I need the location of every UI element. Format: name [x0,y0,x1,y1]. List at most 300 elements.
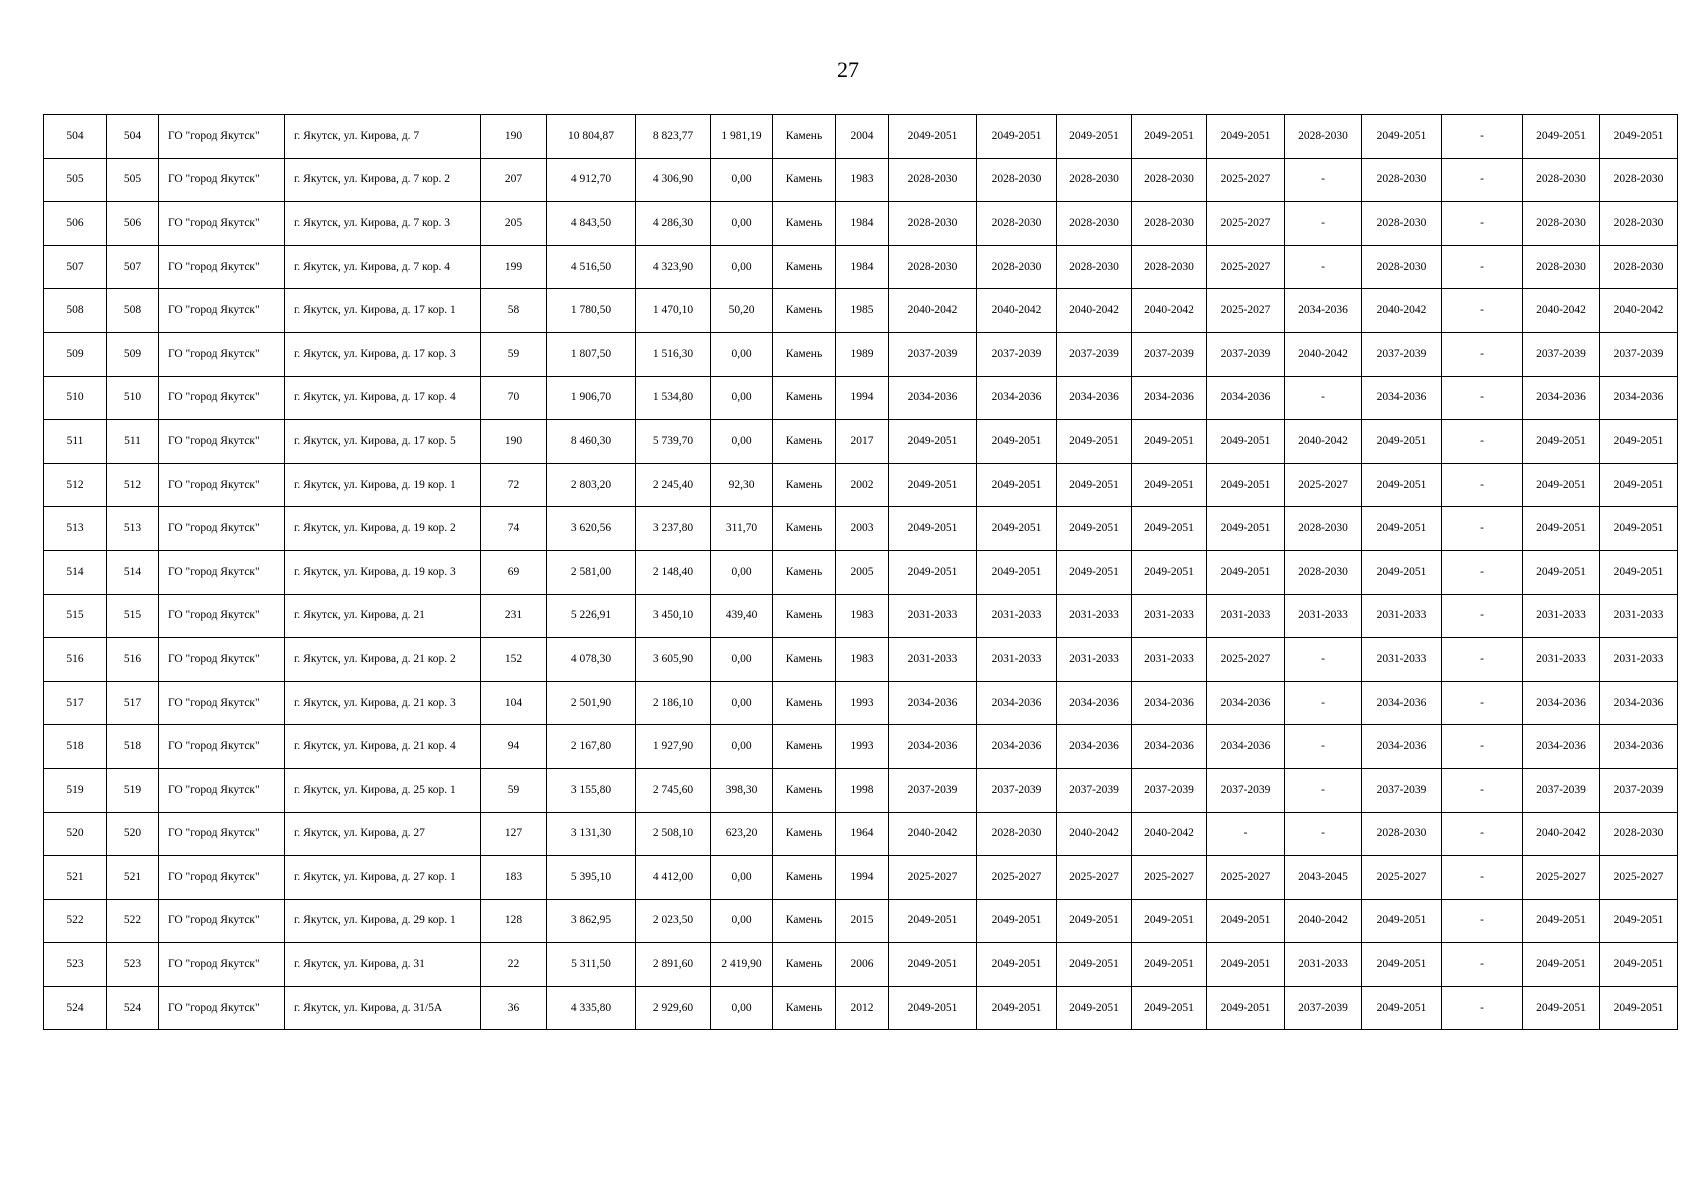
table-cell: г. Якутск, ул. Кирова, д. 31 [285,943,481,987]
table-cell: 2037-2039 [977,332,1057,376]
table-cell: 2 148,40 [636,550,711,594]
table-cell: 2025-2027 [1207,856,1285,900]
table-row [44,463,1678,507]
table-cell: 519 [44,768,107,812]
table-cell: 2031-2033 [1207,594,1285,638]
table-cell: г. Якутск, ул. Кирова, д. 27 кор. 1 [285,856,481,900]
table-cell: Камень [773,202,836,246]
table-cell: 506 [107,202,159,246]
table-cell: - [1442,768,1523,812]
table-cell: г. Якутск, ул. Кирова, д. 29 кор. 1 [285,899,481,943]
table-cell: 2049-2051 [1132,507,1207,551]
table-cell: 2 186,10 [636,681,711,725]
table-cell: 2049-2051 [889,115,977,159]
table-cell: 4 323,90 [636,245,711,289]
table-cell: 2049-2051 [1523,115,1600,159]
table-cell: ГО "город Якутск" [159,463,285,507]
table-cell: 2031-2033 [1600,594,1678,638]
table-cell: ГО "город Якутск" [159,550,285,594]
table-cell: 2028-2030 [1523,245,1600,289]
table-cell: - [1442,681,1523,725]
table-cell: - [1442,463,1523,507]
table-row [44,812,1678,856]
table-cell: 623,20 [711,812,773,856]
table-cell: 2049-2051 [1057,899,1132,943]
table-cell: 521 [44,856,107,900]
table-cell: 521 [107,856,159,900]
table-cell: 2034-2036 [1523,681,1600,725]
table-cell: ГО "город Якутск" [159,289,285,333]
table-cell: 515 [107,594,159,638]
table-cell: - [1442,638,1523,682]
table-cell: 2028-2030 [1132,202,1207,246]
table-cell: 2017 [836,420,889,464]
table-cell: 199 [481,245,547,289]
table-cell: 522 [107,899,159,943]
table-cell: 2034-2036 [889,725,977,769]
table-cell: 2040-2042 [1132,812,1207,856]
table-cell: Камень [773,594,836,638]
table-cell: 8 460,30 [547,420,636,464]
table-cell: 510 [107,376,159,420]
table-cell: 517 [44,681,107,725]
table-cell: 1985 [836,289,889,333]
table-cell: 511 [44,420,107,464]
table-row [44,420,1678,464]
table-cell: 2040-2042 [1285,899,1362,943]
table-cell: 2037-2039 [977,768,1057,812]
table-cell: 2049-2051 [1523,420,1600,464]
table-cell: 2025-2027 [977,856,1057,900]
table-cell: г. Якутск, ул. Кирова, д. 19 кор. 3 [285,550,481,594]
table-cell: 3 862,95 [547,899,636,943]
table-cell: 70 [481,376,547,420]
table-cell: 2049-2051 [1132,550,1207,594]
table-cell: 2028-2030 [1285,115,1362,159]
table-cell: 507 [107,245,159,289]
table-cell: Камень [773,115,836,159]
table-cell: 2031-2033 [1285,594,1362,638]
table-cell: 2049-2051 [977,550,1057,594]
table-cell: 5 311,50 [547,943,636,987]
table-cell: 2049-2051 [1523,943,1600,987]
table-cell: 2012 [836,986,889,1030]
table-cell: 1 534,80 [636,376,711,420]
table-cell: 2037-2039 [1362,332,1442,376]
table-cell: - [1285,202,1362,246]
table-cell: 2037-2039 [1057,768,1132,812]
table-cell: 5 226,91 [547,594,636,638]
table-cell: Камень [773,463,836,507]
table-cell: 2049-2051 [1207,986,1285,1030]
table-cell: 2028-2030 [1362,202,1442,246]
table-cell: - [1285,638,1362,682]
table-cell: 2 501,90 [547,681,636,725]
table-cell: 511 [107,420,159,464]
table-cell: 2028-2030 [889,158,977,202]
table-cell: 2034-2036 [1362,681,1442,725]
table-cell: ГО "город Якутск" [159,158,285,202]
table-cell: ГО "город Якутск" [159,376,285,420]
table-cell: 2028-2030 [977,158,1057,202]
table-cell: 2034-2036 [1285,289,1362,333]
table-cell: Камень [773,856,836,900]
table-cell: 520 [107,812,159,856]
table-cell: 2 508,10 [636,812,711,856]
table-cell: - [1442,158,1523,202]
table-cell: 0,00 [711,638,773,682]
table-cell: 506 [44,202,107,246]
table-row [44,638,1678,682]
table-cell: 5 395,10 [547,856,636,900]
table-cell: 2049-2051 [1057,115,1132,159]
table-row [44,115,1678,159]
table-cell: Камень [773,420,836,464]
table-cell: 2040-2042 [889,289,977,333]
table-cell: 1983 [836,638,889,682]
table-cell: 2049-2051 [1523,899,1600,943]
table-cell: 2049-2051 [1523,463,1600,507]
table-cell: 519 [107,768,159,812]
table-cell: 2040-2042 [1523,812,1600,856]
table-cell: 2 745,60 [636,768,711,812]
table-cell: ГО "город Якутск" [159,638,285,682]
table-cell: 2043-2045 [1285,856,1362,900]
table-row [44,856,1678,900]
table-cell: 4 912,70 [547,158,636,202]
table-row [44,899,1678,943]
table-cell: 4 306,90 [636,158,711,202]
table-cell: 2049-2051 [1600,420,1678,464]
table-cell: 2037-2039 [1285,986,1362,1030]
table-cell: 3 605,90 [636,638,711,682]
table-cell: 2028-2030 [889,202,977,246]
table-cell: 2034-2036 [1132,376,1207,420]
table-cell: 36 [481,986,547,1030]
table-cell: 2040-2042 [1285,332,1362,376]
table-cell: 1989 [836,332,889,376]
table-cell: 2049-2051 [889,420,977,464]
table-cell: 2028-2030 [1600,158,1678,202]
table-cell: ГО "город Якутск" [159,943,285,987]
table-cell: 0,00 [711,376,773,420]
table-cell: 2034-2036 [977,681,1057,725]
table-cell: 513 [44,507,107,551]
table-cell: 2049-2051 [977,943,1057,987]
table-cell: - [1442,550,1523,594]
table-cell: 2 891,60 [636,943,711,987]
table-cell: 2031-2033 [977,594,1057,638]
table-cell: г. Якутск, ул. Кирова, д. 7 [285,115,481,159]
table-cell: 2040-2042 [1285,420,1362,464]
table-cell: 190 [481,420,547,464]
table-cell: 231 [481,594,547,638]
table-cell: Камень [773,289,836,333]
table-cell: 2049-2051 [1207,463,1285,507]
table-cell: 2034-2036 [1057,725,1132,769]
table-cell: 2 581,00 [547,550,636,594]
table-cell: 2 167,80 [547,725,636,769]
table-cell: 104 [481,681,547,725]
table-cell: - [1442,289,1523,333]
table-cell: Камень [773,943,836,987]
table-cell: 2049-2051 [1132,943,1207,987]
table-cell: г. Якутск, ул. Кирова, д. 7 кор. 3 [285,202,481,246]
table-cell: 507 [44,245,107,289]
table-cell: 2028-2030 [1057,158,1132,202]
table-cell: - [1285,158,1362,202]
table-cell: 2049-2051 [1057,550,1132,594]
table-cell: Камень [773,638,836,682]
table-cell: 190 [481,115,547,159]
table-cell: - [1442,376,1523,420]
table-cell: 0,00 [711,202,773,246]
table-cell: 515 [44,594,107,638]
table-cell: 2049-2051 [889,943,977,987]
table-row [44,332,1678,376]
table-cell: 2049-2051 [889,550,977,594]
table-cell: 398,30 [711,768,773,812]
table-cell: 512 [44,463,107,507]
table-cell: 2049-2051 [1132,986,1207,1030]
table-cell: 2049-2051 [1523,507,1600,551]
table-cell: 2034-2036 [1207,725,1285,769]
table-cell: г. Якутск, ул. Кирова, д. 19 кор. 2 [285,507,481,551]
table-cell: 2028-2030 [1600,245,1678,289]
table-cell: 127 [481,812,547,856]
table-cell: ГО "город Якутск" [159,202,285,246]
table-cell: 92,30 [711,463,773,507]
table-cell: 1993 [836,681,889,725]
table-cell: 2049-2051 [1362,986,1442,1030]
table-cell: 2 803,20 [547,463,636,507]
table-cell: 205 [481,202,547,246]
table-cell: 207 [481,158,547,202]
table-cell: 4 412,00 [636,856,711,900]
table-cell: г. Якутск, ул. Кирова, д. 21 кор. 4 [285,725,481,769]
table-row [44,725,1678,769]
table-cell: 2049-2051 [1600,899,1678,943]
table-cell: ГО "город Якутск" [159,681,285,725]
table-cell: 4 516,50 [547,245,636,289]
table-cell: 2049-2051 [1362,420,1442,464]
table-cell: 2003 [836,507,889,551]
table-cell: 510 [44,376,107,420]
table-cell: 2025-2027 [1207,245,1285,289]
table-cell: 2034-2036 [1523,725,1600,769]
table-cell: - [1442,594,1523,638]
table-cell: ГО "город Якутск" [159,507,285,551]
table-cell: 2006 [836,943,889,987]
table-cell: 2004 [836,115,889,159]
table-cell: 2049-2051 [1057,943,1132,987]
table-cell: Камень [773,681,836,725]
page-number: 27 [837,57,859,82]
table-cell: Камень [773,899,836,943]
table-cell: 2025-2027 [1207,289,1285,333]
housing-table [43,114,1678,1030]
table-cell: - [1285,812,1362,856]
table-cell: 1984 [836,202,889,246]
table-row [44,507,1678,551]
table-cell: 2037-2039 [1523,768,1600,812]
table-cell: ГО "город Якутск" [159,594,285,638]
table-cell: 2049-2051 [977,463,1057,507]
table-cell: 2049-2051 [1600,463,1678,507]
table-cell: 505 [107,158,159,202]
table-cell: 2049-2051 [1600,943,1678,987]
table-cell: 2049-2051 [889,986,977,1030]
table-cell: г. Якутск, ул. Кирова, д. 27 [285,812,481,856]
table-cell: 3 620,56 [547,507,636,551]
table-cell: 1 807,50 [547,332,636,376]
table-cell: 2049-2051 [1362,899,1442,943]
table-cell: 0,00 [711,986,773,1030]
table-cell: 2031-2033 [977,638,1057,682]
table-cell: 2049-2051 [1600,115,1678,159]
table-cell: 1993 [836,725,889,769]
table-cell: 2049-2051 [1207,943,1285,987]
table-cell: 0,00 [711,899,773,943]
table-cell: 2025-2027 [1362,856,1442,900]
table-cell: 2040-2042 [889,812,977,856]
table-cell: 2040-2042 [1132,289,1207,333]
table-cell: 1 470,10 [636,289,711,333]
table-cell: 58 [481,289,547,333]
table-row [44,245,1678,289]
table-cell: 2025-2027 [1207,638,1285,682]
table-cell: 2034-2036 [1057,376,1132,420]
table-cell: 183 [481,856,547,900]
table-cell: 2025-2027 [889,856,977,900]
table-cell: - [1442,856,1523,900]
table-cell: 0,00 [711,856,773,900]
table-cell: г. Якутск, ул. Кирова, д. 19 кор. 1 [285,463,481,507]
table-cell: 2025-2027 [1057,856,1132,900]
table-cell: 2037-2039 [1362,768,1442,812]
table-cell: 1 780,50 [547,289,636,333]
table-cell: г. Якутск, ул. Кирова, д. 17 кор. 3 [285,332,481,376]
table-cell: г. Якутск, ул. Кирова, д. 25 кор. 1 [285,768,481,812]
table-cell: 2028-2030 [1362,812,1442,856]
table-cell: - [1442,943,1523,987]
table-cell: 2028-2030 [1057,202,1132,246]
table-cell: 2037-2039 [1600,768,1678,812]
table-cell: - [1442,899,1523,943]
table-cell: ГО "город Якутск" [159,768,285,812]
table-cell: 2034-2036 [1523,376,1600,420]
table-cell: 152 [481,638,547,682]
table-cell: 2034-2036 [1207,376,1285,420]
table-cell: 2034-2036 [889,376,977,420]
table-cell: 2034-2036 [1362,376,1442,420]
table-cell: - [1442,245,1523,289]
table-cell: - [1442,420,1523,464]
table-cell: 2005 [836,550,889,594]
table-cell: г. Якутск, ул. Кирова, д. 17 кор. 5 [285,420,481,464]
table-cell: 1998 [836,768,889,812]
table-row [44,158,1678,202]
table-cell: 2049-2051 [1207,507,1285,551]
table-cell: ГО "город Якутск" [159,986,285,1030]
table-cell: 508 [44,289,107,333]
table-cell: 2049-2051 [1207,899,1285,943]
table-cell: 0,00 [711,332,773,376]
table-cell: 516 [44,638,107,682]
table-cell: 2049-2051 [1057,463,1132,507]
table-cell: 2031-2033 [889,638,977,682]
table-cell: 2031-2033 [1132,638,1207,682]
table-cell: 2049-2051 [1600,986,1678,1030]
table-cell: 2037-2039 [889,332,977,376]
table-cell: 2034-2036 [1362,725,1442,769]
table-cell: 2049-2051 [889,463,977,507]
table-cell: 1984 [836,245,889,289]
table-cell: г. Якутск, ул. Кирова, д. 7 кор. 2 [285,158,481,202]
table-cell: 2031-2033 [1132,594,1207,638]
table-cell: 2028-2030 [1285,550,1362,594]
table-cell: 2028-2030 [1362,245,1442,289]
table-cell: 2049-2051 [1362,463,1442,507]
table-cell: 2015 [836,899,889,943]
table-cell: 514 [107,550,159,594]
table-cell: 3 131,30 [547,812,636,856]
table-row [44,594,1678,638]
table-cell: 4 335,80 [547,986,636,1030]
table-cell: Камень [773,812,836,856]
table-row [44,289,1678,333]
table-cell: 0,00 [711,420,773,464]
table-cell: 74 [481,507,547,551]
table-cell: 2049-2051 [1362,943,1442,987]
table-cell: 1994 [836,856,889,900]
table-cell: 72 [481,463,547,507]
table-cell: 59 [481,332,547,376]
table-cell: 3 155,80 [547,768,636,812]
table-cell: 2040-2042 [1362,289,1442,333]
table-cell: 2049-2051 [1362,115,1442,159]
table-cell: 2028-2030 [1600,812,1678,856]
table-cell: - [1442,202,1523,246]
table-cell: 2 929,60 [636,986,711,1030]
table-cell: 2025-2027 [1207,158,1285,202]
table-cell: Камень [773,507,836,551]
table-cell: 2049-2051 [1057,420,1132,464]
table-cell: 2049-2051 [1362,550,1442,594]
table-cell: 2031-2033 [1285,943,1362,987]
table-cell: 2028-2030 [977,812,1057,856]
table-cell: 2028-2030 [1132,158,1207,202]
table-cell: 2049-2051 [1523,550,1600,594]
table-row [44,768,1678,812]
table-cell: - [1442,332,1523,376]
table-cell: 69 [481,550,547,594]
table-cell: 2034-2036 [889,681,977,725]
table-cell: 2037-2039 [1057,332,1132,376]
table-cell: 522 [44,899,107,943]
table-cell: Камень [773,376,836,420]
table-cell: 2049-2051 [977,986,1057,1030]
table-cell: 2028-2030 [1600,202,1678,246]
table-cell: 2031-2033 [1057,594,1132,638]
table-row [44,681,1678,725]
table-cell: 2049-2051 [1132,115,1207,159]
table-cell: ГО "город Якутск" [159,725,285,769]
table-cell: 2 419,90 [711,943,773,987]
table-cell: 2028-2030 [1285,507,1362,551]
table-cell: 2049-2051 [977,507,1057,551]
table-cell: 2031-2033 [1057,638,1132,682]
